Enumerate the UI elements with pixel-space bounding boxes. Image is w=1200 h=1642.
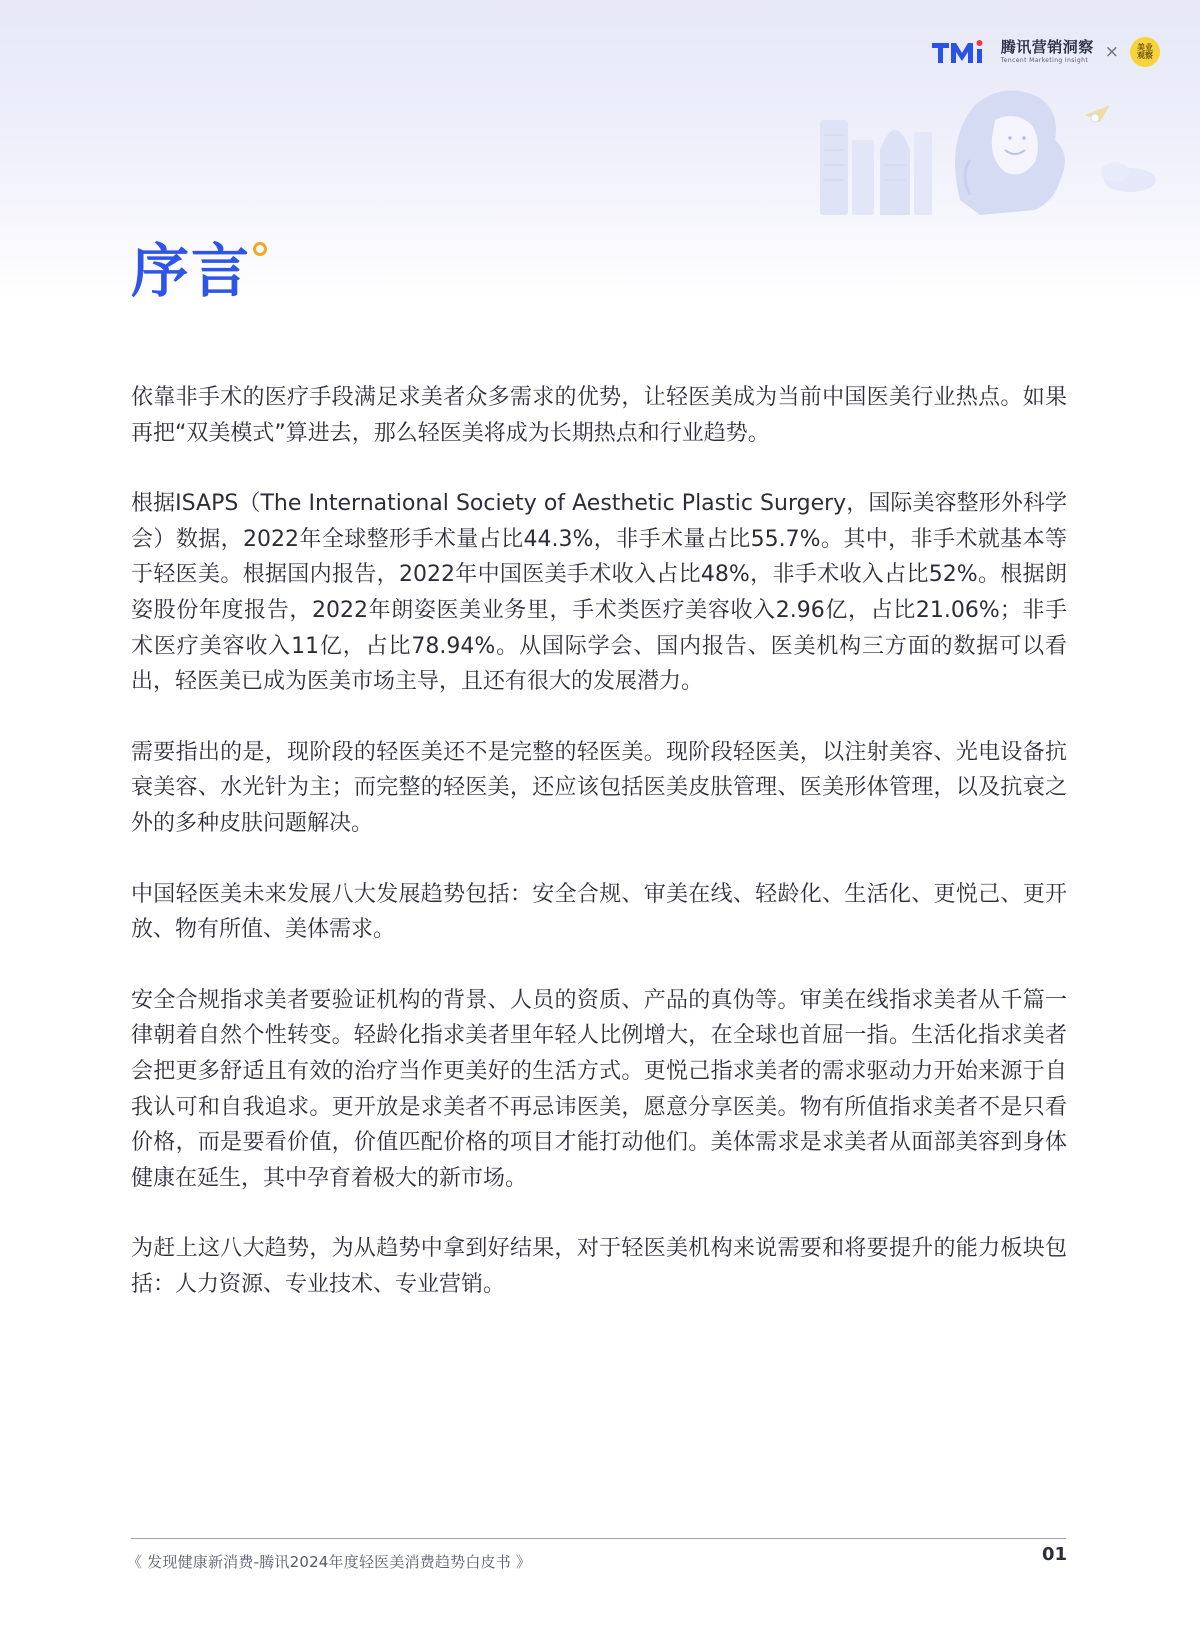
brand-name-en: Tencent Marketing Insight bbox=[1000, 57, 1089, 64]
paragraph-5: 安全合规指求美者要验证机构的背景、人员的资质、产品的真伪等。审美在线指求美者从千篇一律朝着自然个性转变。轻龄化指求美者里年轻人比例增大，在全球也首屈一指。生活化指求美者会把更多舒适且有效的治疗当作更美好的生活方式。更悦己指求美者的需求驱动力开始来源于自我认可和自我追求。更开放是求美者不再忌讳医美，愿意分享医美。物有所值指求美者不是只看价格，而是要看价值，价值匹配价格的项目才能打动他们。美体需求是求美者从面部美容到身体健康在延生，其中孕育着极大的新市场。 bbox=[131, 987, 1067, 1191]
tmi-logo-icon bbox=[931, 37, 993, 67]
title-dot-icon bbox=[253, 242, 267, 256]
paragraph-3: 需要指出的是，现阶段的轻医美还不是完整的轻医美。现阶段轻医美，以注射美容、光电设备抗衰美容、水光针为主；而完整的轻医美，还应该包括医美皮肤管理、医美形体管理，以及抗衰之外的多种皮肤问题解决。 bbox=[131, 739, 1067, 836]
brand-bar bbox=[931, 32, 1160, 72]
page-number: 01 bbox=[1041, 1544, 1067, 1565]
partner-logo-icon bbox=[1130, 37, 1160, 67]
page-title: 序言 bbox=[131, 237, 252, 305]
brand-separator: × bbox=[1104, 42, 1119, 62]
partner-logo-line2: 观察 bbox=[1137, 51, 1153, 60]
footer-document-title: 《 发现健康新消费-腾讯2024年度轻医美消费趋势白皮书 》 bbox=[127, 1553, 532, 1571]
brand-name-cn: 腾讯营销洞察 bbox=[1000, 38, 1094, 56]
paragraph-4: 中国轻医美未来发展八大发展趋势包括：安全合规、审美在线、轻龄化、生活化、更悦己、更开放、物有所值、美体需求。 bbox=[131, 881, 1067, 943]
brand-name bbox=[1001, 40, 1094, 64]
body-text bbox=[131, 380, 1067, 1337]
paragraph-6: 为赶上这八大趋势，为从趋势中拿到好结果，对于轻医美机构来说需要和将要提升的能力板块包括：人力资源、专业技术、专业营销。 bbox=[131, 1236, 1067, 1297]
paragraph-2: 根据ISAPS（The International Society of Aesthetic Plastic Surgery，国际美容整形外科学会）数据，2022年全球整形手术量占比44.3%，非手术量占比55.7%。其中，非手术就基本等于轻医美。根据国内报告，2022年中国医美手术收入占比48%，非手术收入占比52%。根据朗姿股份年度报告，2022年朗姿医美业务里，手术类医疗美容收入2.96亿，占比21.06%；非手术医疗美容收入11亿，占比78.94%。从国际学会、国内报告、医美机构三方面的数据可以看出，轻医美已成为医美市场主导，且还有很大的发展潜力。 bbox=[131, 491, 1067, 695]
paragraph-1: 依靠非手术的医疗手段满足求美者众多需求的优势，让轻医美成为当前中国医美行业热点。如果再把“双美模式”算进去，那么轻医美将成为长期热点和行业趋势。 bbox=[131, 385, 1067, 446]
title-block bbox=[131, 236, 251, 306]
partner-logo-line1: 美业 bbox=[1137, 42, 1153, 52]
city-woman-illustration-icon bbox=[810, 80, 1170, 220]
footer-divider bbox=[131, 1538, 1066, 1539]
